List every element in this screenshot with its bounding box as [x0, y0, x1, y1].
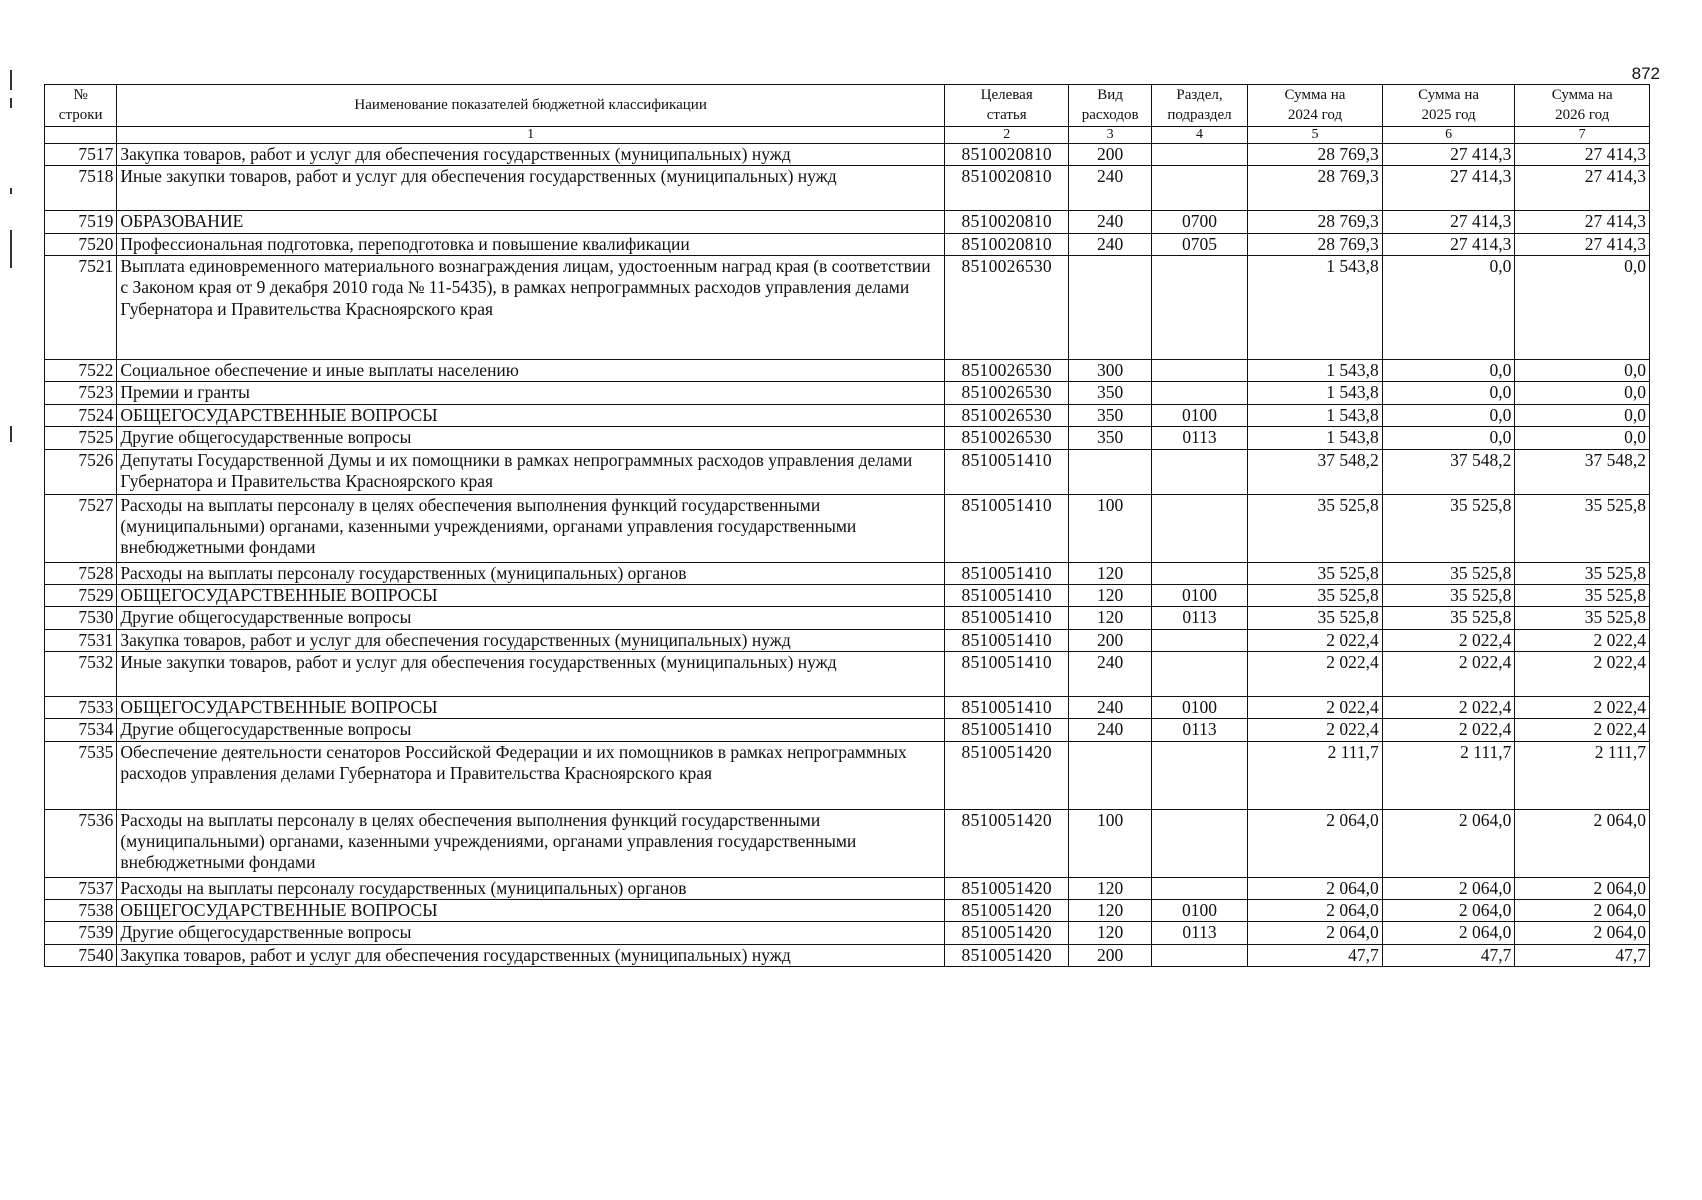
- row-number: 7538: [45, 899, 117, 921]
- row-expense-kind: 200: [1069, 629, 1151, 651]
- row-sum-2024: 2 022,4: [1248, 696, 1383, 718]
- row-sum-2026: 0,0: [1515, 360, 1650, 382]
- row-name: Закупка товаров, работ и услуг для обеспечения государственных (муниципальных) нужд: [117, 944, 945, 966]
- table-row: [45, 494, 1650, 562]
- column-number-row: [45, 127, 1650, 144]
- row-target-article: 8510051410: [944, 562, 1069, 584]
- row-sum-2026: 0,0: [1515, 427, 1650, 449]
- row-sum-2025: 2 111,7: [1382, 741, 1515, 809]
- row-target-article: 8510051410: [944, 584, 1069, 606]
- row-sum-2024: 35 525,8: [1248, 584, 1383, 606]
- row-sum-2024: 35 525,8: [1248, 494, 1383, 562]
- row-expense-kind: 240: [1069, 233, 1151, 255]
- row-expense-kind: 120: [1069, 607, 1151, 629]
- column-number: 1: [117, 127, 945, 144]
- row-sum-2024: 2 111,7: [1248, 741, 1383, 809]
- column-number: 3: [1069, 127, 1151, 144]
- table-row: [45, 404, 1650, 426]
- header-sum-2024: Сумма на 2024 год: [1248, 85, 1383, 127]
- row-sum-2024: 35 525,8: [1248, 562, 1383, 584]
- row-name: Премии и гранты: [117, 382, 945, 404]
- row-sum-2026: 35 525,8: [1515, 562, 1650, 584]
- row-expense-kind: 120: [1069, 899, 1151, 921]
- row-name: ОБЩЕГОСУДАРСТВЕННЫЕ ВОПРОСЫ: [117, 899, 945, 921]
- row-sum-2026: 2 064,0: [1515, 922, 1650, 944]
- row-number: 7528: [45, 562, 117, 584]
- row-sum-2025: 2 022,4: [1382, 719, 1515, 741]
- row-section: [1151, 449, 1247, 494]
- table-row: [45, 360, 1650, 382]
- row-sum-2025: 0,0: [1382, 360, 1515, 382]
- row-number: 7521: [45, 256, 117, 360]
- row-expense-kind: 240: [1069, 651, 1151, 696]
- header-row-no: № строки: [45, 85, 117, 127]
- table-row: [45, 427, 1650, 449]
- row-target-article: 8510051410: [944, 651, 1069, 696]
- row-expense-kind: 120: [1069, 562, 1151, 584]
- row-expense-kind: 200: [1069, 144, 1151, 166]
- row-sum-2026: 27 414,3: [1515, 211, 1650, 233]
- column-number: 7: [1515, 127, 1650, 144]
- row-name: ОБЩЕГОСУДАРСТВЕННЫЕ ВОПРОСЫ: [117, 696, 945, 718]
- row-expense-kind: 300: [1069, 360, 1151, 382]
- row-sum-2024: 1 543,8: [1248, 256, 1383, 360]
- row-sum-2024: 37 548,2: [1248, 449, 1383, 494]
- row-target-article: 8510026530: [944, 404, 1069, 426]
- row-sum-2026: 2 022,4: [1515, 629, 1650, 651]
- row-number: 7524: [45, 404, 117, 426]
- row-sum-2024: 2 022,4: [1248, 629, 1383, 651]
- table-row: [45, 651, 1650, 696]
- row-number: 7520: [45, 233, 117, 255]
- row-section: [1151, 741, 1247, 809]
- row-expense-kind: 240: [1069, 719, 1151, 741]
- row-sum-2025: 27 414,3: [1382, 211, 1515, 233]
- row-sum-2025: 2 022,4: [1382, 629, 1515, 651]
- row-section: [1151, 256, 1247, 360]
- row-name: Выплата единовременного материального вознаграждения лицам, удостоенным наград края (в соответствии с Законом края от 9 декабря 2010 года № 11-5435), в рамках непрограммных расходов управления делами Губернатора и Правительства Красноярского края: [117, 256, 945, 360]
- row-sum-2024: 28 769,3: [1248, 144, 1383, 166]
- row-sum-2024: 47,7: [1248, 944, 1383, 966]
- row-expense-kind: 240: [1069, 211, 1151, 233]
- row-section: [1151, 360, 1247, 382]
- row-number: 7518: [45, 166, 117, 211]
- row-sum-2026: 47,7: [1515, 944, 1650, 966]
- table-row: [45, 449, 1650, 494]
- row-section: 0113: [1151, 719, 1247, 741]
- row-section: 0100: [1151, 899, 1247, 921]
- row-number: 7525: [45, 427, 117, 449]
- row-name: Другие общегосударственные вопросы: [117, 922, 945, 944]
- row-section: 0113: [1151, 607, 1247, 629]
- row-number: 7535: [45, 741, 117, 809]
- row-sum-2026: 2 064,0: [1515, 809, 1650, 877]
- header-section: Раздел, подраздел: [1151, 85, 1247, 127]
- row-name: Закупка товаров, работ и услуг для обеспечения государственных (муниципальных) нужд: [117, 629, 945, 651]
- header-sum-2026: Сумма на 2026 год: [1515, 85, 1650, 127]
- row-sum-2025: 27 414,3: [1382, 166, 1515, 211]
- column-number: 6: [1382, 127, 1515, 144]
- row-number: 7522: [45, 360, 117, 382]
- row-section: [1151, 562, 1247, 584]
- row-section: [1151, 166, 1247, 211]
- row-sum-2025: 27 414,3: [1382, 144, 1515, 166]
- row-sum-2024: 2 064,0: [1248, 899, 1383, 921]
- row-target-article: 8510051410: [944, 719, 1069, 741]
- row-sum-2026: 2 064,0: [1515, 899, 1650, 921]
- row-number: 7517: [45, 144, 117, 166]
- row-sum-2026: 2 022,4: [1515, 696, 1650, 718]
- row-sum-2026: 37 548,2: [1515, 449, 1650, 494]
- table-row: [45, 144, 1650, 166]
- row-expense-kind: 120: [1069, 877, 1151, 899]
- row-sum-2025: 2 064,0: [1382, 877, 1515, 899]
- row-sum-2024: 1 543,8: [1248, 427, 1383, 449]
- row-number: 7536: [45, 809, 117, 877]
- row-sum-2025: 2 064,0: [1382, 809, 1515, 877]
- row-sum-2026: 35 525,8: [1515, 584, 1650, 606]
- header-sum-2025: Сумма на 2025 год: [1382, 85, 1515, 127]
- row-name: Расходы на выплаты персоналу в целях обеспечения выполнения функций государственными (муниципальными) органами, казенными учреждениями, органами управления государственными внебюджетными фондами: [117, 809, 945, 877]
- row-name: Расходы на выплаты персоналу в целях обеспечения выполнения функций государственными (муниципальными) органами, казенными учреждениями, органами управления государственными внебюджетными фондами: [117, 494, 945, 562]
- row-sum-2025: 2 064,0: [1382, 922, 1515, 944]
- row-sum-2025: 0,0: [1382, 256, 1515, 360]
- table-row: [45, 166, 1650, 211]
- header-target: Целевая статья: [944, 85, 1069, 127]
- row-sum-2024: 1 543,8: [1248, 382, 1383, 404]
- row-section: [1151, 144, 1247, 166]
- row-expense-kind: 120: [1069, 584, 1151, 606]
- table-row: [45, 607, 1650, 629]
- row-number: 7527: [45, 494, 117, 562]
- row-section: [1151, 809, 1247, 877]
- row-expense-kind: [1069, 449, 1151, 494]
- table-row: [45, 944, 1650, 966]
- row-number: 7540: [45, 944, 117, 966]
- row-sum-2025: 35 525,8: [1382, 494, 1515, 562]
- row-target-article: 8510051420: [944, 944, 1069, 966]
- row-section: 0700: [1151, 211, 1247, 233]
- row-target-article: 8510051410: [944, 494, 1069, 562]
- header-name: Наименование показателей бюджетной классификации: [117, 85, 945, 127]
- row-sum-2025: 27 414,3: [1382, 233, 1515, 255]
- row-number: 7537: [45, 877, 117, 899]
- row-sum-2025: 2 022,4: [1382, 651, 1515, 696]
- row-target-article: 8510020810: [944, 233, 1069, 255]
- row-section: 0113: [1151, 922, 1247, 944]
- row-expense-kind: 200: [1069, 944, 1151, 966]
- row-sum-2024: 2 022,4: [1248, 719, 1383, 741]
- table-row: [45, 719, 1650, 741]
- row-target-article: 8510026530: [944, 382, 1069, 404]
- table-row: [45, 629, 1650, 651]
- row-sum-2025: 35 525,8: [1382, 562, 1515, 584]
- row-number: 7531: [45, 629, 117, 651]
- row-sum-2026: 27 414,3: [1515, 166, 1650, 211]
- row-number: 7533: [45, 696, 117, 718]
- header-kind: Вид расходов: [1069, 85, 1151, 127]
- row-number: 7539: [45, 922, 117, 944]
- column-number: 4: [1151, 127, 1247, 144]
- table-row: [45, 922, 1650, 944]
- row-sum-2026: 2 022,4: [1515, 719, 1650, 741]
- row-expense-kind: 120: [1069, 922, 1151, 944]
- table-row: [45, 741, 1650, 809]
- table-row: [45, 584, 1650, 606]
- row-sum-2026: 0,0: [1515, 404, 1650, 426]
- row-sum-2025: 2 022,4: [1382, 696, 1515, 718]
- row-section: [1151, 629, 1247, 651]
- table-row: [45, 899, 1650, 921]
- row-section: 0100: [1151, 696, 1247, 718]
- row-section: 0705: [1151, 233, 1247, 255]
- row-target-article: 8510051420: [944, 922, 1069, 944]
- row-target-article: 8510051420: [944, 809, 1069, 877]
- row-name: Депутаты Государственной Думы и их помощники в рамках непрограммных расходов управления делами Губернатора и Правительства Красноярского края: [117, 449, 945, 494]
- row-sum-2024: 1 543,8: [1248, 360, 1383, 382]
- row-target-article: 8510020810: [944, 166, 1069, 211]
- row-sum-2025: 0,0: [1382, 404, 1515, 426]
- row-sum-2024: 35 525,8: [1248, 607, 1383, 629]
- row-number: 7532: [45, 651, 117, 696]
- row-section: 0100: [1151, 404, 1247, 426]
- row-target-article: 8510051410: [944, 629, 1069, 651]
- row-number: 7523: [45, 382, 117, 404]
- row-sum-2025: 47,7: [1382, 944, 1515, 966]
- row-name: ОБЩЕГОСУДАРСТВЕННЫЕ ВОПРОСЫ: [117, 584, 945, 606]
- table-row: [45, 256, 1650, 360]
- row-target-article: 8510051420: [944, 899, 1069, 921]
- row-sum-2024: 28 769,3: [1248, 233, 1383, 255]
- row-sum-2026: 2 111,7: [1515, 741, 1650, 809]
- row-number: 7534: [45, 719, 117, 741]
- row-expense-kind: [1069, 741, 1151, 809]
- row-name: Другие общегосударственные вопросы: [117, 427, 945, 449]
- row-name: Расходы на выплаты персоналу государственных (муниципальных) органов: [117, 562, 945, 584]
- row-sum-2024: 2 064,0: [1248, 809, 1383, 877]
- row-sum-2026: 2 064,0: [1515, 877, 1650, 899]
- row-section: [1151, 651, 1247, 696]
- table-row: [45, 562, 1650, 584]
- row-expense-kind: 240: [1069, 696, 1151, 718]
- row-sum-2026: 27 414,3: [1515, 144, 1650, 166]
- row-expense-kind: 350: [1069, 404, 1151, 426]
- row-target-article: 8510026530: [944, 360, 1069, 382]
- table-row: [45, 211, 1650, 233]
- row-name: ОБРАЗОВАНИЕ: [117, 211, 945, 233]
- row-section: 0113: [1151, 427, 1247, 449]
- row-sum-2025: 0,0: [1382, 427, 1515, 449]
- row-section: [1151, 944, 1247, 966]
- budget-table: [44, 84, 1650, 967]
- row-number: 7529: [45, 584, 117, 606]
- row-target-article: 8510020810: [944, 211, 1069, 233]
- row-expense-kind: [1069, 256, 1151, 360]
- column-number: 5: [1248, 127, 1383, 144]
- row-target-article: 8510020810: [944, 144, 1069, 166]
- row-target-article: 8510051410: [944, 607, 1069, 629]
- row-sum-2024: 2 022,4: [1248, 651, 1383, 696]
- row-expense-kind: 100: [1069, 809, 1151, 877]
- row-name: Иные закупки товаров, работ и услуг для обеспечения государственных (муниципальных) нужд: [117, 166, 945, 211]
- row-target-article: 8510051410: [944, 449, 1069, 494]
- row-sum-2026: 35 525,8: [1515, 494, 1650, 562]
- row-expense-kind: 350: [1069, 427, 1151, 449]
- row-expense-kind: 240: [1069, 166, 1151, 211]
- row-name: Другие общегосударственные вопросы: [117, 719, 945, 741]
- row-sum-2025: 2 064,0: [1382, 899, 1515, 921]
- row-number: 7526: [45, 449, 117, 494]
- row-expense-kind: 350: [1069, 382, 1151, 404]
- row-section: [1151, 494, 1247, 562]
- table-row: [45, 382, 1650, 404]
- table-row: [45, 877, 1650, 899]
- row-sum-2026: 0,0: [1515, 256, 1650, 360]
- column-number: 2: [944, 127, 1069, 144]
- row-name: Закупка товаров, работ и услуг для обеспечения государственных (муниципальных) нужд: [117, 144, 945, 166]
- table-row: [45, 696, 1650, 718]
- row-sum-2025: 0,0: [1382, 382, 1515, 404]
- row-section: 0100: [1151, 584, 1247, 606]
- row-section: [1151, 382, 1247, 404]
- row-name: Другие общегосударственные вопросы: [117, 607, 945, 629]
- row-expense-kind: 100: [1069, 494, 1151, 562]
- row-sum-2024: 1 543,8: [1248, 404, 1383, 426]
- row-target-article: 8510026530: [944, 427, 1069, 449]
- row-name: Иные закупки товаров, работ и услуг для обеспечения государственных (муниципальных) нужд: [117, 651, 945, 696]
- row-sum-2024: 2 064,0: [1248, 922, 1383, 944]
- row-sum-2024: 2 064,0: [1248, 877, 1383, 899]
- row-sum-2024: 28 769,3: [1248, 211, 1383, 233]
- row-target-article: 8510051410: [944, 696, 1069, 718]
- row-sum-2026: 27 414,3: [1515, 233, 1650, 255]
- row-sum-2025: 35 525,8: [1382, 584, 1515, 606]
- row-name: Расходы на выплаты персоналу государственных (муниципальных) органов: [117, 877, 945, 899]
- row-sum-2025: 35 525,8: [1382, 607, 1515, 629]
- row-number: 7519: [45, 211, 117, 233]
- table-header-row: [45, 85, 1650, 127]
- row-sum-2025: 37 548,2: [1382, 449, 1515, 494]
- row-sum-2024: 28 769,3: [1248, 166, 1383, 211]
- row-sum-2026: 2 022,4: [1515, 651, 1650, 696]
- table-row: [45, 233, 1650, 255]
- row-name: Социальное обеспечение и иные выплаты населению: [117, 360, 945, 382]
- row-target-article: 8510051420: [944, 741, 1069, 809]
- row-target-article: 8510051420: [944, 877, 1069, 899]
- row-number: 7530: [45, 607, 117, 629]
- row-target-article: 8510026530: [944, 256, 1069, 360]
- row-name: ОБЩЕГОСУДАРСТВЕННЫЕ ВОПРОСЫ: [117, 404, 945, 426]
- page-number: 872: [1631, 64, 1660, 83]
- row-sum-2026: 35 525,8: [1515, 607, 1650, 629]
- row-name: Обеспечение деятельности сенаторов Российской Федерации и их помощников в рамках непрограммных расходов управления делами Губернатора и Правительства Красноярского края: [117, 741, 945, 809]
- table-row: [45, 809, 1650, 877]
- column-number: [45, 127, 117, 144]
- row-section: [1151, 877, 1247, 899]
- row-name: Профессиональная подготовка, переподготовка и повышение квалификации: [117, 233, 945, 255]
- row-sum-2026: 0,0: [1515, 382, 1650, 404]
